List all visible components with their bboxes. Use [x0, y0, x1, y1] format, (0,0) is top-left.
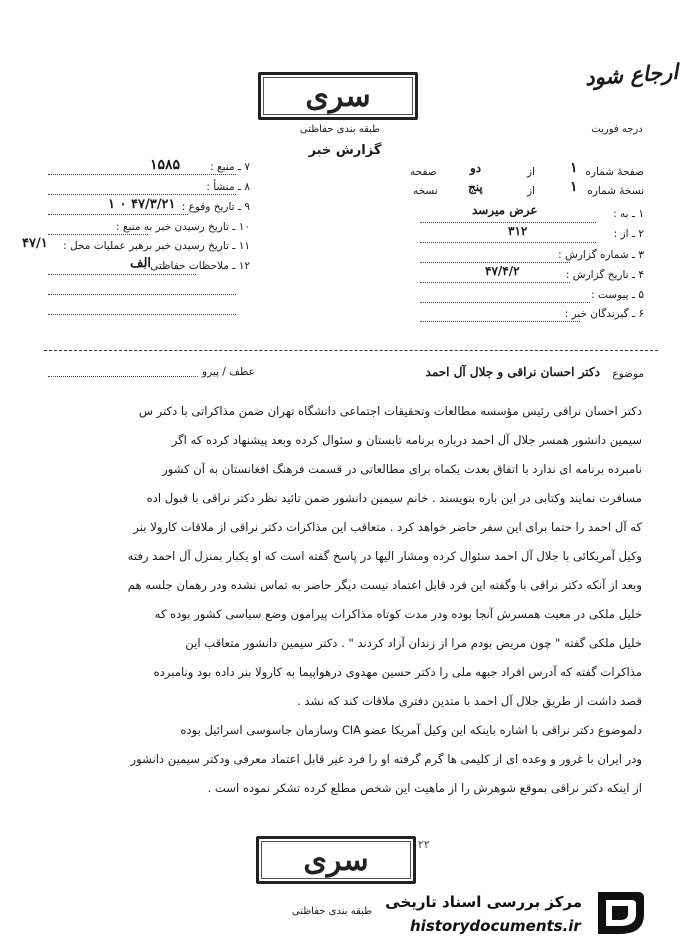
field-from-value: ۳۱۲: [508, 224, 528, 238]
field-page-of-label: از: [527, 166, 535, 178]
body-line: قصد داشت از طریق جلال آل احمد با متدین دفتری ملاقات کند که نشد .: [296, 694, 642, 708]
dotted-line: [420, 321, 580, 322]
field-report-date-value: ۴۷/۴/۲: [485, 264, 520, 278]
dotted-line: [420, 302, 590, 303]
archive-logo-icon: [590, 888, 646, 938]
classification-stamp-bottom: سری: [256, 836, 416, 884]
field-origin-label: ۸ ـ منشأ :: [206, 181, 250, 193]
dotted-line: [48, 174, 236, 175]
subject-value: دکتر احسان نراقی و جلال آل احمد: [425, 365, 600, 379]
field-copy-total-value: پنج: [468, 180, 483, 194]
field-attachment-label: ۵ ـ پیوست :: [591, 289, 644, 301]
field-page-total-value: دو: [470, 161, 482, 175]
body-line: خلیل ملکی گفته " چون مریض بودم مرا از زندان آزاد کردند " . دکتر سیمین دانشور متعاقب این: [185, 636, 642, 650]
dotted-line: [48, 274, 196, 275]
classification-caption-top: طبقه بندی حفاظتی: [299, 124, 381, 135]
body-line: که آل احمد را حتما برای این سفر حاضر خواهد کرد . متعاقب این مذاکرات دکتر نراقی از ملاقات کارولا بنر: [133, 520, 642, 534]
field-page-number-value: ۱: [570, 160, 578, 176]
dotted-line: [48, 376, 198, 377]
body-line: مذاکرات گفته که آدرس افراد جبهه ملی را دکتر حسین مهدوی درهواپیما به کارولا بنر داده بود ونامبرده: [153, 665, 642, 679]
body-line: دلموضوع دکتر نراقی با اشاره باینکه این وکیل آمریکا عضو CIA وسازمان جاسوسی اسرائیل بوده: [180, 723, 642, 737]
field-page-number-label: صفحهٔ شماره: [585, 166, 644, 178]
field-news-to-source-label: ۱۰ ـ تاریخ رسیدن خبر به منبع :: [116, 221, 250, 233]
dotted-line: [48, 294, 236, 295]
field-news-to-operations-value: ۴۷/۱: [22, 236, 48, 251]
body-line: نامبرده برنامه ای ندارد با اتفاق بعدت یکماه برای مطالعاتی در قسمت فرهنگ افغانستان به آن کشور: [162, 462, 642, 476]
field-source-value: ۱۵۸۵: [150, 157, 181, 173]
body-line: مسافرت نمایند وکتابی در این باره بنویسند . خانم سیمین دانشور ضمن تائید نظر دکتر نراقی با قبول اده: [146, 491, 642, 505]
field-page-unit-label: صفحه: [410, 166, 437, 178]
archive-logo-title: مرکز بررسی اسناد تاریخی: [385, 893, 582, 911]
field-date-of-event-label: ۹ ـ تاریخ وقوع :: [181, 201, 250, 213]
field-date-of-event-value: ۴۷/۳/۲۱ ۰ ۱: [108, 197, 176, 212]
field-report-number-label: ۳ ـ شماره گزارش :: [558, 249, 644, 261]
classification-caption-bottom: طبقه بندی حفاظتی: [291, 906, 373, 917]
field-source-label: ۷ ـ منبع :: [210, 161, 250, 173]
field-copy-unit-label: نسخه: [413, 185, 438, 197]
classification-stamp-top: سری: [258, 72, 418, 120]
field-copy-number-value: ۱: [570, 179, 578, 195]
body-line: از اینکه دکتر نراقی بموقع شوهرش را از ماهیت این شخص مطلع کرده تشکر نموده است .: [207, 781, 642, 795]
subject-label: موضوع: [612, 368, 644, 380]
field-to-label: ۱ ـ به :: [613, 208, 644, 220]
handwritten-referral-note: ارجاع شود: [584, 58, 679, 91]
body-line: دکتر احسان نراقی رئیس مؤسسه مطالعات وتحقیقات اجتماعی دانشگاه تهران ضمن مذاکراتی با دکتر س: [138, 404, 642, 418]
dotted-line: [420, 222, 596, 223]
field-recipients-label: ۶ ـ گیرندگان خبر :: [564, 308, 644, 320]
body-line: وبعد از آنکه دکتر نراقی با وگفته این فرد قابل اعتماد نیست دیگر حاضر به تماس نشده ودر رهمان جلسه هم: [127, 578, 642, 592]
body-line: وکیل آمریکائی با جلال آل احمد سئوال کرده ومشار الیها در پاسخ گفته است که او یکبار بمنزل آل احمد رفته: [127, 549, 642, 563]
dotted-line: [48, 234, 148, 235]
field-security-notes-value: الف: [130, 256, 152, 271]
dotted-line: [48, 194, 236, 195]
report-title: گزارش خبر: [308, 143, 382, 158]
field-report-date-label: ۴ ـ تاریخ گزارش :: [565, 269, 644, 281]
priority-label: درجه فوریت: [591, 124, 643, 135]
dotted-line: [48, 314, 236, 315]
field-security-notes-label: ۱۲ ـ ملاحظات حفاظتی :: [143, 260, 250, 272]
dotted-line: [420, 282, 570, 283]
field-from-label: ۲ ـ از :: [613, 228, 644, 240]
reference-label: عطف / پیرو: [202, 366, 255, 378]
body-line: خلیل ملکی در معیت همسرش آنجا بوده ودر مدت کوتاه مذاکرات پیرامون وضع سیاسی کشور بوده که: [154, 607, 642, 621]
archive-logo-url: historydocuments.ir: [410, 917, 581, 935]
section-divider: [44, 350, 658, 351]
body-line: ودر ایران با غرور و وعده ای از کلیمی ها گرم گرفته او را فرد غیر قابل اعتماد معرفی ودکتر سیمین دانشور: [130, 752, 642, 766]
margin-mark: ۱۲۲: [412, 838, 430, 851]
body-line: سیمین دانشور همسر جلال آل احمد درباره برنامه تابستان و سئوال کرده وبعد پیشنهاد کرده که اگر: [171, 433, 642, 447]
dotted-line: [420, 262, 570, 263]
field-copy-number-label: نسخهٔ شماره: [587, 185, 644, 197]
field-copy-of-label: از: [527, 185, 535, 197]
field-news-to-operations-label: ۱۱ ـ تاریخ رسیدن خبر برهبر عملیات محل :: [63, 240, 250, 252]
dotted-line: [420, 242, 596, 243]
dotted-line: [48, 214, 188, 215]
field-to-value: عرض میرسد: [472, 203, 538, 217]
